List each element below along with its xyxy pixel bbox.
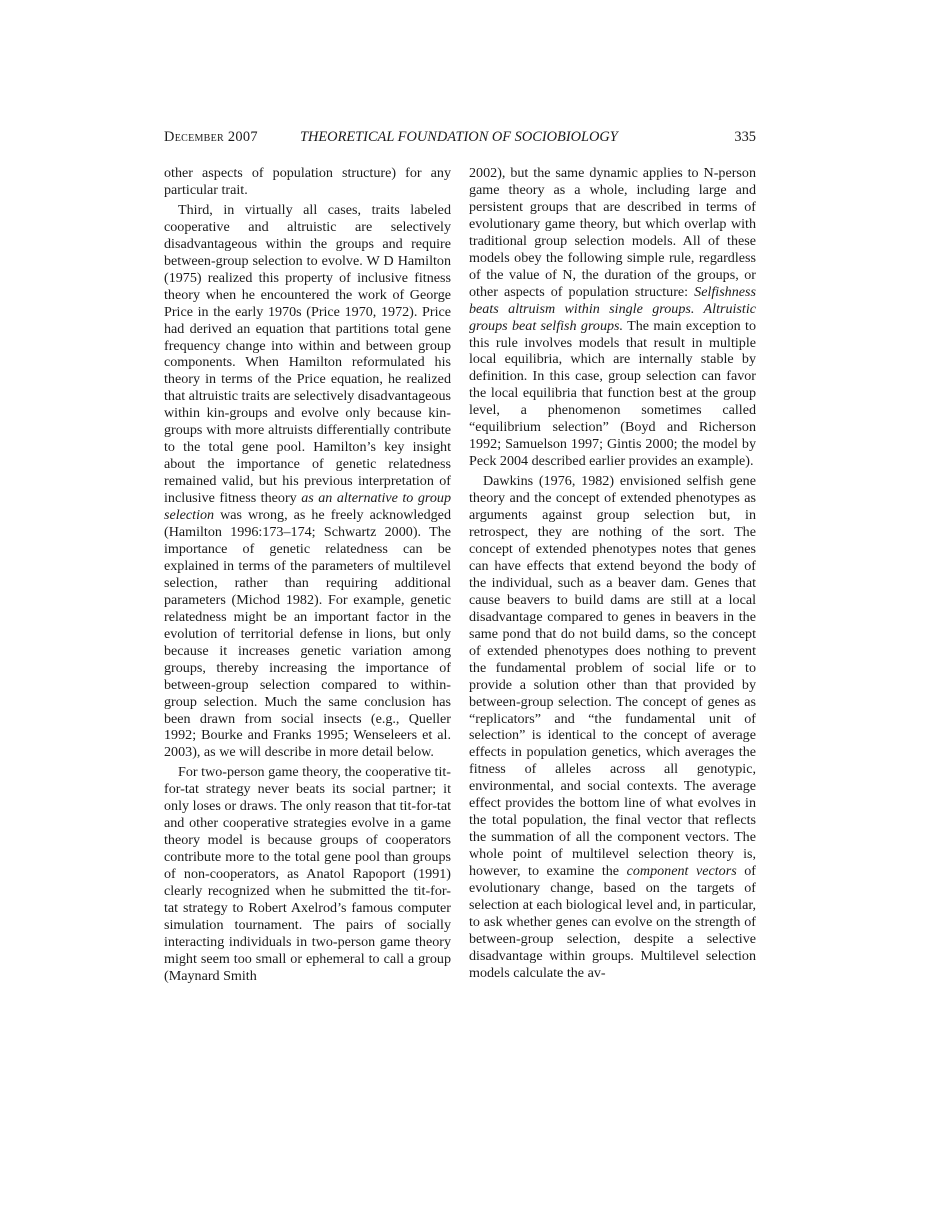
left-column — [164, 165, 451, 988]
paragraph: Third, in virtually all cases, traits labeled cooperative and altruistic are selectively disadvantageous within the groups and require between-group selection to evolve. W D Hamilton (1975) realized this property of inclusive fitness theory when he encountered the work of George Price in the early 1970s (Price 1970, 1972). Price had derived an equation that partitions total gene frequency change into within and between group components. When Hamilton reformulated his theory in terms of the Price equation, he realized that altruistic traits are selectively disadvantageous within kin-groups and evolve only because kin-groups with more altruists differentially contribute to the total gene pool. Hamilton’s key insight about the importance of genetic relatedness remained valid, but his previous interpretation of inclusive fitness theory as an alternative to group selection was wrong, as he freely acknowledged (Hamilton 1996:173–174; Schwartz 2000). The importance of genetic relatedness can be explained in terms of the parameters of multilevel selection, rather than requiring additional parameters (Michod 1982). For example, genetic relatedness might be an important factor in the evolution of territorial defense in lions, but only because it increases genetic variation among groups, thereby increasing the importance of between-group selection compared to within-group selection. Much the same conclusion has been drawn from social insects (e.g., Queller 1992; Bourke and Franks 1995; Wenseleers et al. 2003), as we will describe in more detail below. — [164, 201, 451, 761]
emphasis: as an alternative to group selection — [164, 490, 451, 524]
emphasis: Selfishness beats altruism within single groups. Altruistic groups beat selfish groups. — [469, 283, 756, 334]
page-number: 335 — [734, 129, 756, 145]
running-header — [164, 129, 756, 149]
paragraph: For two-person game theory, the cooperative tit-for-tat strategy never beats its social partner; it only loses or draws. The only reason that tit-for-tat and other cooperative strategies evolve in a game theory model is because groups of cooperators contribute more to the total gene pool than groups of non-cooperators, as Anatol Rapoport (1991) clearly recognized when he submitted the tit-for-tat strategy to Robert Axelrod’s famous computer simulation tournament. The pairs of socially interacting individuals in two-person game theory might seem too small or ephemeral to call a group (Maynard Smith — [164, 764, 451, 984]
paragraph: 2002), but the same dynamic applies to N-person game theory as a whole, including large and persistent groups that are described in terms of evolutionary game theory, but which overlap with traditional group selection models. All of these models obey the following simple rule, regardless of the value of N, the duration of the groups, or other aspects of population structure: Selfishness beats altruism within single groups. Altruistic groups beat selfish groups. The main exception to this rule involves models that result in multiple local equilibria, which are internally stable by definition. In this case, group selection can favor the local equilibria that function best at the group level, a phenomenon sometimes called “equilibrium selection” (Boyd and Richerson 1992; Samuelson 1997; Gintis 2000; the model by Peck 2004 described earlier provides an example). — [469, 165, 756, 470]
header-date: December 2007 — [164, 129, 258, 145]
emphasis: component vectors — [626, 863, 737, 880]
paragraph: other aspects of population structure) for any particular trait. — [164, 165, 451, 198]
header-journal-title: THEORETICAL FOUNDATION OF SOCIOBIOLOGY — [300, 129, 618, 145]
right-column — [469, 165, 756, 985]
paragraph: Dawkins (1976, 1982) envisioned selfish gene theory and the concept of extended phenotypes as arguments against group selection but, in retrospect, they are nothing of the sort. The concept of extended phenotypes notes that genes can have effects that extend beyond the body of the individual, such as a beaver dam. Genes that cause beavers to build dams are still at a local disadvantage compared to genes in beavers in the same pond that do not build dams, so the concept of extended phenotypes does nothing to prevent the fundamental problem of social life or to provide a solution other than that provided by between-group selection. The concept of genes as “replicators” and “the fundamental unit of selection” is identical to the concept of average effects in population genetics, which averages the fitness of alleles across all genotypic, environmental, and social contexts. The average effect provides the bottom line of what evolves in the total population, the final vector that reflects the summation of all the component vectors. The whole point of multilevel selection theory is, however, to examine the component vectors of evolutionary change, based on the targets of selection at each biological level and, in particular, to ask whether genes can evolve on the strength of between-group selection, despite a selective disadvantage within groups. Multilevel selection models calculate the av- — [469, 473, 756, 981]
